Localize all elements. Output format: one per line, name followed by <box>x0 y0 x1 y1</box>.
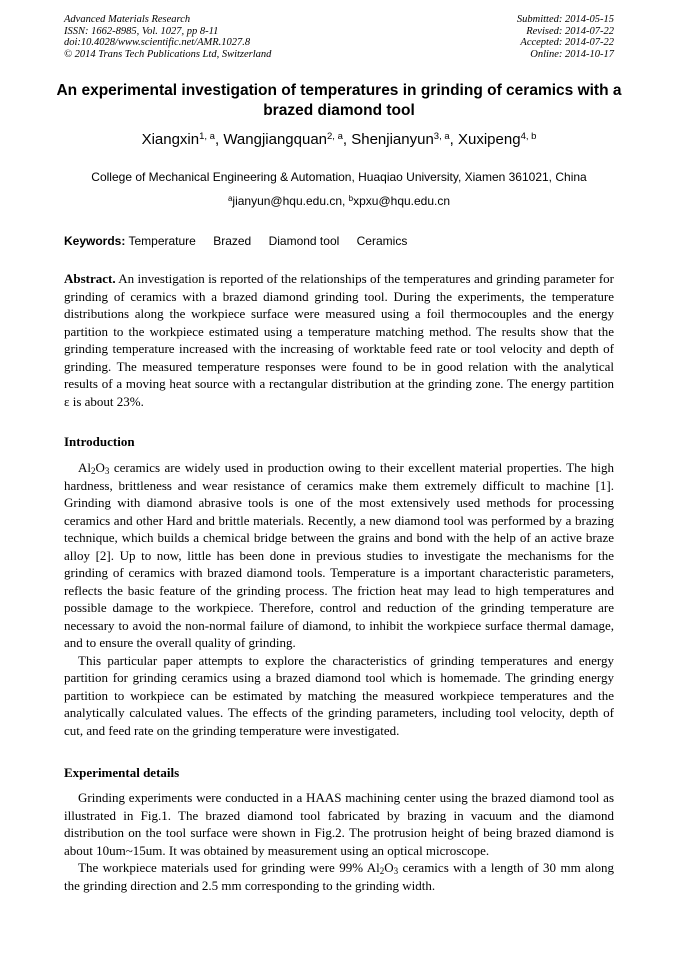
keywords <box>64 234 421 248</box>
author-affil-mark: 4, b <box>520 131 537 142</box>
author-name: Xuxipeng <box>458 131 521 148</box>
keyword: Temperature <box>128 234 196 248</box>
journal-issn: ISSN: 1662-8985, Vol. 1027, pp 8-11 <box>64 25 219 37</box>
paragraph: This particular paper attempts to explore the characteristics of grinding temperatures and energy partition for grinding ceramics using a brazed diamond tool which is homemade. The grinding energy partition to workpiece can be estimated by matching the measured workpiece temperatures and the analytically calculated values. The effects of the grinding parameters, including tool velocity, depth of cut, and feed rate on the grinding temperature were investigated. <box>64 652 614 738</box>
journal-info <box>64 14 271 60</box>
paragraph: $Al_2O_3$ ceramics are widely used in production owing to their excellent material properties. The high hardness, brittleness and wear resistance of ceramics make them extremely difficult to machine [1]. Grinding with diamond abrasive tools is one of the most extensively used methods for processing ceramics and other Hard and brittle materials. Recently, a new diamond tool was performed by a brazing technique, which builds a chemical bridge between the grains and bond with the help of an active braze alloy [2]. Up to now, little has been done in previous studies to investigate the mechanisms for the grinding of ceramics with brazed diamond tools. Temperature is a important characteristic parameters, reflects the basic feature of the grinding process. The friction heat may lead to high temperatures and possible damage to the workpiece. Therefore, control and reduction of the grinding temperature are necessary to avoid the non-normal failure of diamond, to inhibit the workpiece surface thermal damage, and to ensure the overall quality of grinding. <box>64 460 614 650</box>
email-mark: a <box>227 194 233 203</box>
introduction-heading: Introduction <box>64 434 135 449</box>
email-address: jianyun@hqu.edu.cn <box>232 194 342 208</box>
paper-title: An experimental investigation of temperatures in grinding of ceramics with a brazed diamond tool <box>56 82 622 119</box>
date-accepted: Accepted: 2014-07-22 <box>520 37 614 49</box>
author-name: Shenjianyun <box>351 131 434 148</box>
introduction-body <box>64 459 614 739</box>
keyword: Brazed <box>213 234 252 248</box>
experimental-heading: Experimental details <box>64 765 180 780</box>
author-name: Xiangxin <box>141 131 200 148</box>
author-list: Xiangxin$^{1, a}$, Wangjiangquan$^{2, a}$, Shenjianyun$^{3, a}$, Xuxipeng$^{4, b}$ <box>141 131 537 148</box>
date-revised: Revised: 2014-07-22 <box>526 25 614 37</box>
author-affil-mark: 3, a <box>433 131 450 142</box>
author-affil-mark: 1, a <box>199 131 215 142</box>
keyword: Diamond tool <box>268 234 340 248</box>
author-affil-mark: 2, a <box>327 131 343 142</box>
journal-doi: doi:10.4028/www.scientific.net/AMR.1027.8 <box>64 37 251 49</box>
abstract <box>64 270 614 410</box>
author-name: Wangjiangquan <box>223 131 328 148</box>
date-online: Online: 2014-10-17 <box>530 48 614 60</box>
keyword: Ceramics <box>356 234 408 248</box>
journal-copyright: © 2014 Trans Tech Publications Ltd, Switzerland <box>64 48 272 60</box>
abstract-text: An investigation is reported of the relationships of the temperatures and grinding parameter for grinding of ceramics with a brazed diamond grinding tool. During the experiments, the temperature distributions along the workpiece surface were measured using a foil thermocouples and the energy partition to the workpiece estimated using a temperature matching method. The results show that the grinding temperature increased with the increasing of worktable feed rate or tool velocity and depth of grinding. The measured temperature responses were found to be in good relation with the analytical results of a moving heat source with a rectangular distribution at the grinding zone. The energy partition ε is about 23%. <box>64 271 614 409</box>
keywords-label: Keywords: <box>64 234 126 248</box>
date-submitted: Submitted: 2014-05-15 <box>516 14 614 25</box>
email-mark: b <box>348 194 354 203</box>
abstract-label: Abstract. <box>64 271 116 286</box>
submission-dates <box>517 14 614 60</box>
affiliation: College of Mechanical Engineering & Automation, Huaqiao University, Xiamen 361021, China <box>91 170 587 184</box>
paragraph: The workpiece materials used for grinding were 99% $Al_2O_3$ ceramics with a length of 30 mm along the grinding direction and 2.5 mm corresponding to the grinding width. <box>64 860 614 893</box>
journal-name: Advanced Materials Research <box>64 14 191 25</box>
author-emails: $^a$jianyun@hqu.edu.cn, $^b$xpxu@hqu.edu.cn <box>227 194 451 208</box>
paragraph: Grinding experiments were conducted in a HAAS machining center using the brazed diamond tool as illustrated in Fig.1. The brazed diamond tool fabricated by brazing in vacuum and the diamond distribution on the tool surface were shown in Fig.2. The protrusion height of being brazed diamond is about 10um~15um. It was obtained by measurement using an optical microscope. <box>64 790 614 858</box>
experimental-body <box>64 789 614 894</box>
email-address: xpxu@hqu.edu.cn <box>353 194 451 208</box>
